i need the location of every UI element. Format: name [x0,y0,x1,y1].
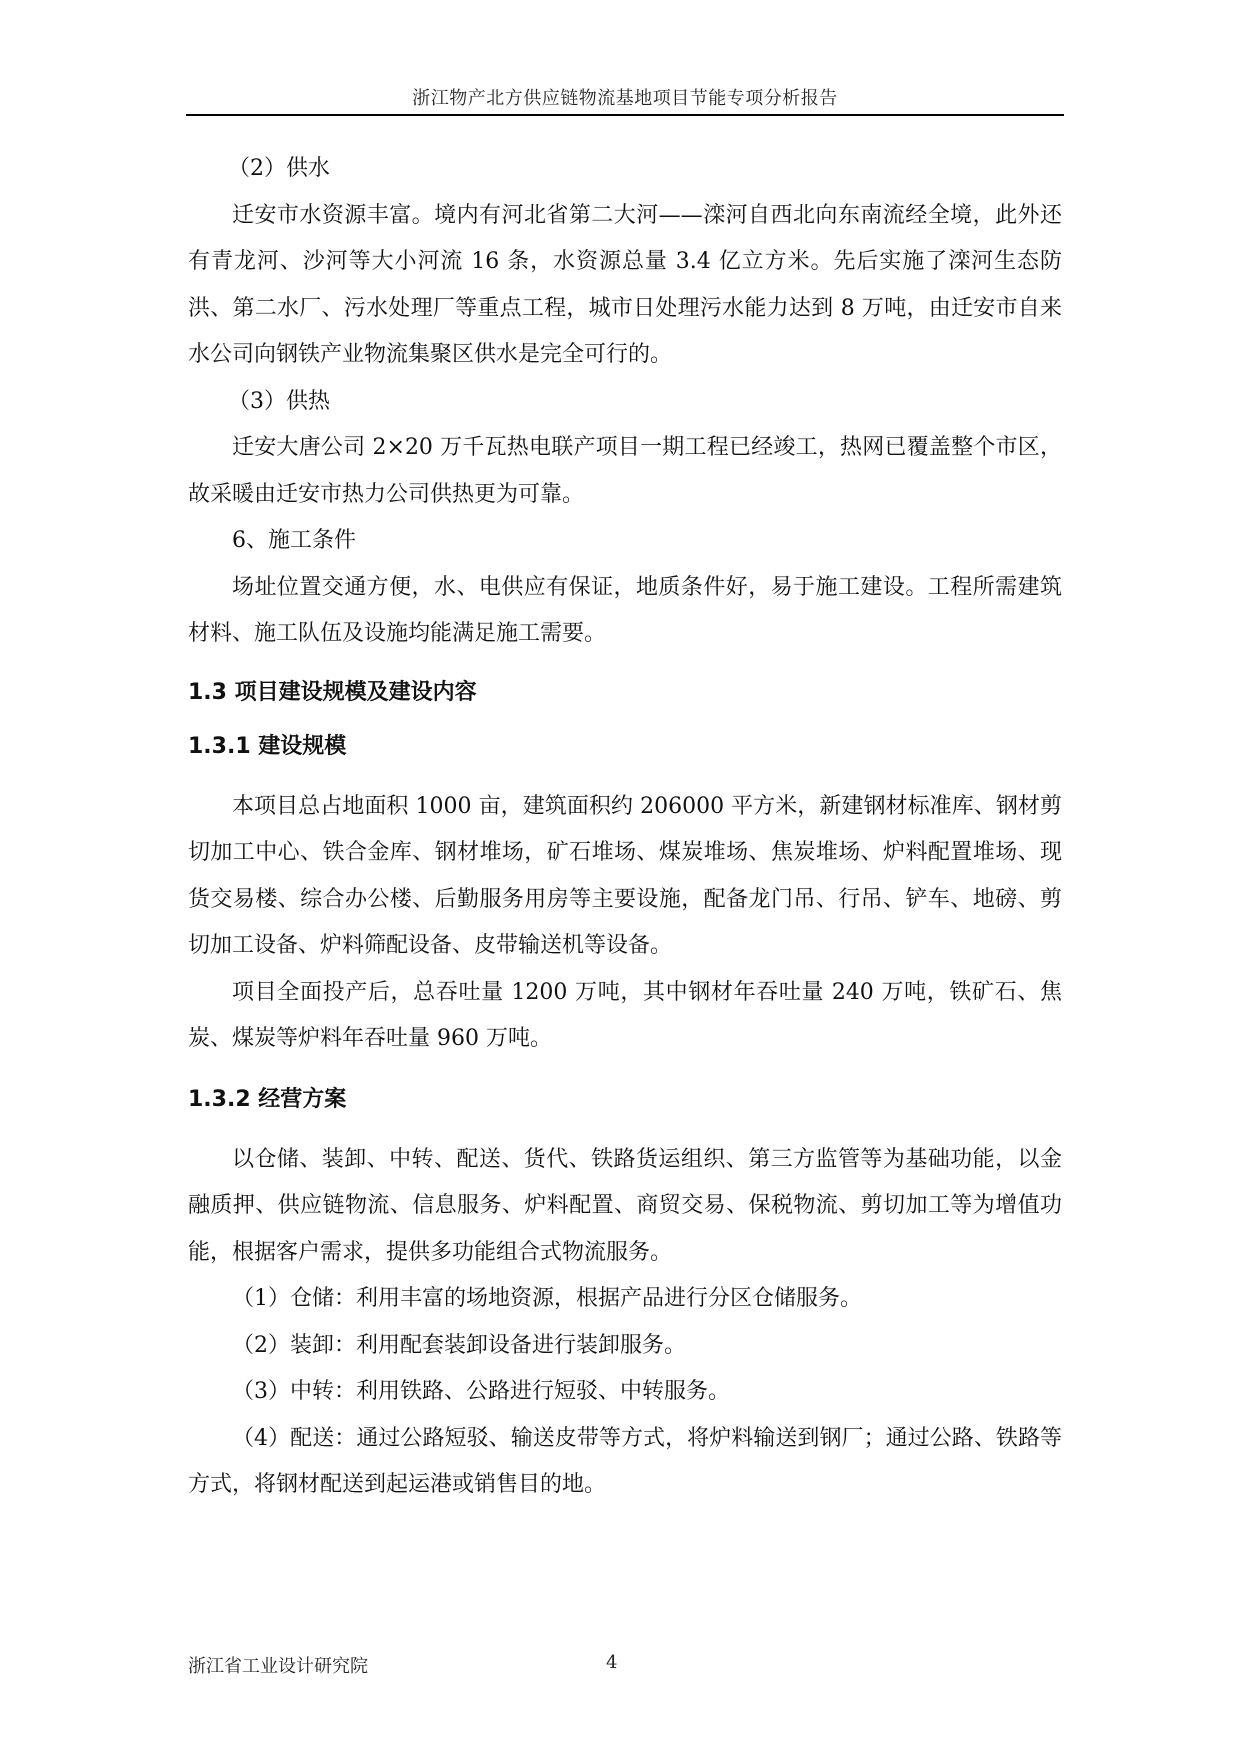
section-heading-1-3: 1.3 项目建设规模及建设内容 [188,679,477,705]
construction-conditions-heading: 6、施工条件 [232,528,356,553]
heat-supply-heading: （3）供热 [228,388,330,414]
page-number: 4 [606,1652,618,1673]
list-item-transfer: （3）中转：利用铁路、公路进行短驳、中转服务。 [232,1379,730,1404]
list-item-loading: （2）装卸：利用配套装卸设备进行装卸服务。 [232,1332,686,1358]
business-plan-paragraph: 以仓储、装卸、中转、配送、货代、铁路货运组织、第三方监管等为基础功能，以金融质押、供应链物流、信息服务、炉料配置、商贸交易、保税物流、剪切加工等为增值功能，根据客户需求，提供多功能组合式物流服务。 [188,1146,1062,1265]
list-item-delivery: （4）配送：通过公路短驳、输送皮带等方式，将炉料输送到钢厂；通过公路、铁路等方式，将钢材配送到起运港或销售目的地。 [188,1425,1062,1497]
list-item-storage: （1）仓储：利用丰富的场地资源，根据产品进行分区仓储服务。 [232,1286,862,1311]
section-heading-1-3-1: 1.3.1 建设规模 [188,733,347,759]
heat-supply-paragraph: 迁安大唐公司 2×20 万千瓦热电联产项目一期工程已经竣工，热网已覆盖整个市区，故采暖由迁安市热力公司供热更为可靠。 [188,435,1062,507]
throughput-paragraph: 项目全面投产后，总吞吐量 1200 万吨，其中钢材年吞吐量 240 万吨，铁矿石、焦炭、煤炭等炉料年吞吐量 960 万吨。 [188,979,1062,1051]
section-heading-1-3-2: 1.3.2 经营方案 [188,1086,347,1112]
document-body [188,146,1062,1509]
footer-organization: 浙江省工业设计研究院 [188,1656,368,1677]
water-supply-paragraph: 迁安市水资源丰富。境内有河北省第二大河——滦河自西北向东南流经全境，此外还有青龙河、沙河等大小河流 16 条，水资源总量 3.4 亿立方米。先后实施了滦河生态防洪、第二水厂、污水处理厂等重点工程，城市日处理污水能力达到 8 万吨，由迁安市自来水公司向钢铁产业物流集聚区供水是完全可行的。 [188,202,1062,367]
construction-scale-paragraph: 本项目总占地面积 1000 亩，建筑面积约 206000 平方米，新建钢材标准库、钢材剪切加工中心、铁合金库、钢材堆场，矿石堆场、煤炭堆场、焦炭堆场、炉料配置堆场、现货交易楼、综合办公楼、后勤服务用房等主要设施，配备龙门吊、行吊、铲车、地磅、剪切加工设备、炉料筛配设备、皮带输送机等设备。 [188,793,1062,958]
page-footer [188,1652,1062,1676]
water-supply-heading: （2）供水 [228,156,330,181]
header-divider [186,114,1064,116]
page-header-title: 浙江物产北方供应链物流基地项目节能专项分析报告 [412,88,838,109]
construction-conditions-paragraph: 场址位置交通方便，水、电供应有保证，地质条件好，易于施工建设。工程所需建筑材料、施工队伍及设施均能满足施工需要。 [188,574,1062,646]
